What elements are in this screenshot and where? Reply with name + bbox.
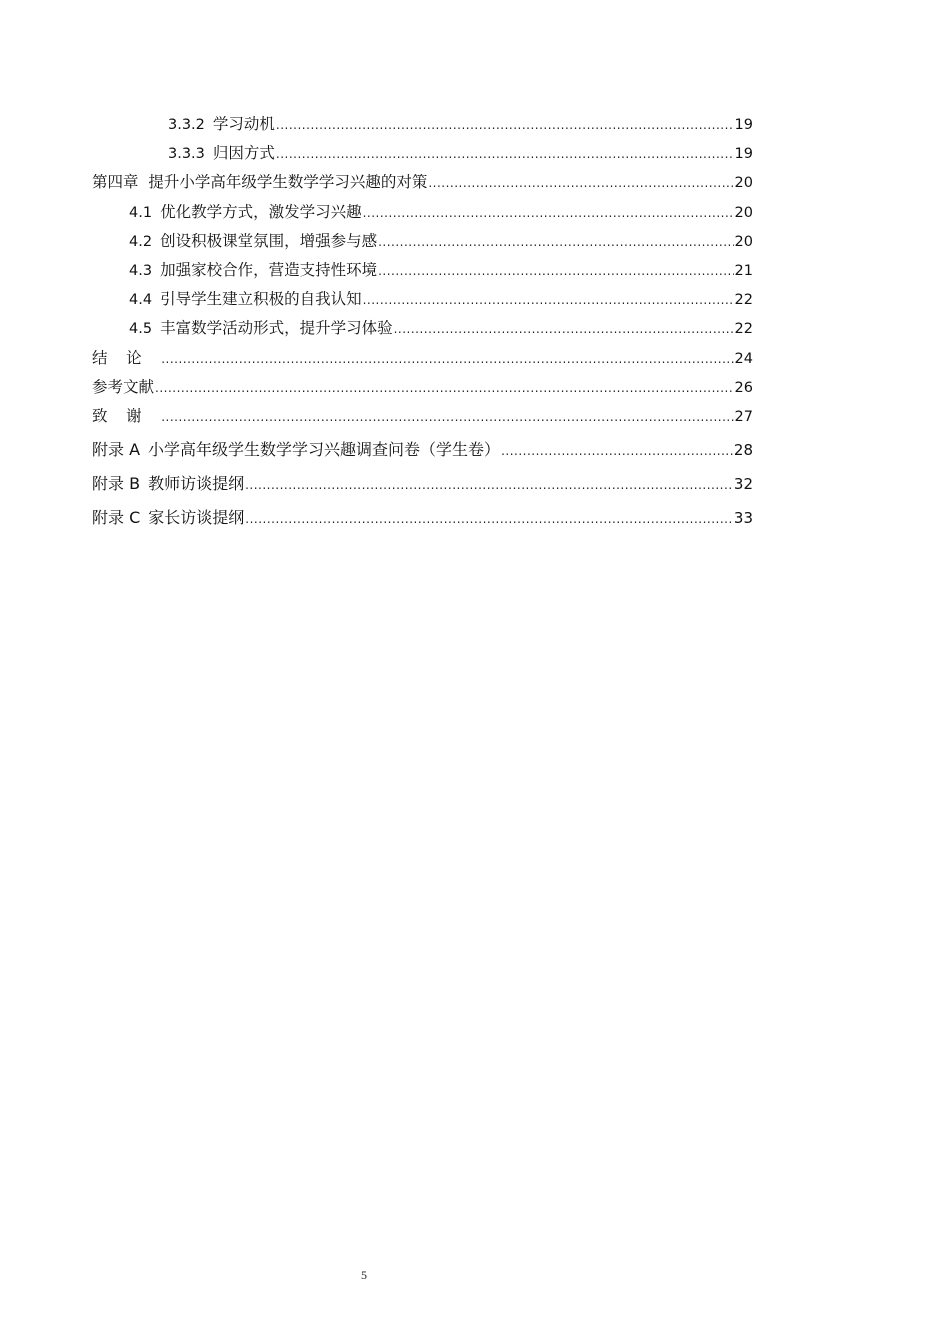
toc-entry-title: 创设积极课堂氛围，增强参与感	[160, 231, 378, 250]
toc-entry-4-4[interactable]	[92, 285, 753, 314]
toc-dot-leader	[428, 169, 733, 198]
toc-entry-3-3-3[interactable]	[92, 139, 753, 168]
toc-entry-title: 第四章 提升小学高年级学生数学学习兴趣的对策	[92, 173, 428, 192]
toc-entry-chapter-4[interactable]	[92, 168, 753, 197]
toc-entry-title: 教师访谈提纲	[148, 474, 245, 494]
table-of-contents	[92, 110, 753, 535]
toc-entry-title: 结论	[92, 348, 161, 367]
toc-entry-4-2[interactable]	[92, 227, 753, 256]
toc-entry-number: 4.2	[129, 233, 153, 250]
toc-dot-leader	[394, 315, 734, 344]
toc-entry-number: 附录 B	[92, 474, 141, 494]
toc-entry-title: 家长访谈提纲	[148, 508, 245, 528]
toc-entry-page: 26	[734, 379, 753, 396]
toc-entry-page: 33	[733, 509, 753, 528]
toc-entry-references[interactable]	[92, 373, 753, 402]
toc-entry-page: 22	[734, 292, 753, 309]
toc-entry-page: 20	[734, 175, 753, 192]
toc-entry-4-5[interactable]	[92, 314, 753, 343]
toc-entry-page: 19	[734, 117, 753, 133]
toc-entry-conclusion[interactable]	[92, 344, 753, 373]
toc-entry-number: 4.3	[129, 262, 153, 279]
toc-dot-leader	[161, 403, 733, 432]
toc-entry-title: 引导学生建立积极的自我认知	[160, 290, 362, 309]
toc-entry-page: 24	[734, 350, 753, 367]
toc-entry-title: 学习动机	[212, 115, 275, 133]
toc-entry-title: 小学高年级学生数学学习兴趣调查问卷（学生卷）	[148, 440, 501, 460]
toc-entry-appendix-c[interactable]	[92, 501, 753, 535]
toc-dot-leader	[378, 228, 733, 257]
toc-entry-title: 参考文献	[92, 377, 155, 396]
toc-entry-number: 附录 A	[92, 440, 141, 460]
toc-dot-leader	[245, 502, 733, 536]
toc-entry-page: 32	[733, 475, 753, 494]
toc-entry-number: 4.1	[129, 204, 153, 221]
toc-dot-leader	[378, 257, 733, 286]
toc-entry-number: 4.5	[129, 321, 153, 338]
toc-dot-leader	[276, 140, 734, 169]
toc-entry-page: 21	[734, 262, 753, 279]
toc-entry-3-3-2[interactable]	[92, 110, 753, 139]
toc-dot-leader	[245, 468, 733, 502]
toc-dot-leader	[276, 111, 734, 140]
toc-entry-title: 加强家校合作，营造支持性环境	[160, 260, 378, 279]
toc-dot-leader	[363, 286, 734, 315]
toc-entry-appendix-a[interactable]	[92, 433, 753, 467]
toc-entry-acknowledgements[interactable]	[92, 402, 753, 431]
toc-entry-number: 附录 C	[92, 508, 141, 528]
toc-entry-page: 20	[734, 204, 753, 221]
toc-entry-appendix-b[interactable]	[92, 467, 753, 501]
toc-entry-title: 归因方式	[212, 144, 275, 163]
toc-entry-number: 3.3.2	[168, 117, 205, 133]
toc-entry-page: 19	[734, 146, 753, 163]
toc-entry-title: 优化教学方式，激发学习兴趣	[160, 202, 362, 221]
toc-entry-page: 27	[734, 408, 753, 425]
toc-entry-number: 3.3.3	[168, 146, 205, 163]
toc-entry-number: 4.4	[129, 292, 153, 309]
toc-entry-page: 22	[734, 321, 753, 338]
page-number: 5	[361, 1268, 367, 1282]
toc-dot-leader	[501, 434, 733, 468]
toc-entry-page: 20	[734, 233, 753, 250]
toc-entry-title: 致谢	[92, 406, 161, 425]
toc-entry-4-1[interactable]	[92, 198, 753, 227]
toc-entry-page: 28	[733, 441, 753, 460]
toc-dot-leader	[161, 345, 733, 374]
toc-entry-4-3[interactable]	[92, 256, 753, 285]
toc-entry-title: 丰富数学活动形式，提升学习体验	[160, 319, 393, 338]
toc-dot-leader	[155, 374, 734, 403]
toc-dot-leader	[363, 199, 734, 228]
